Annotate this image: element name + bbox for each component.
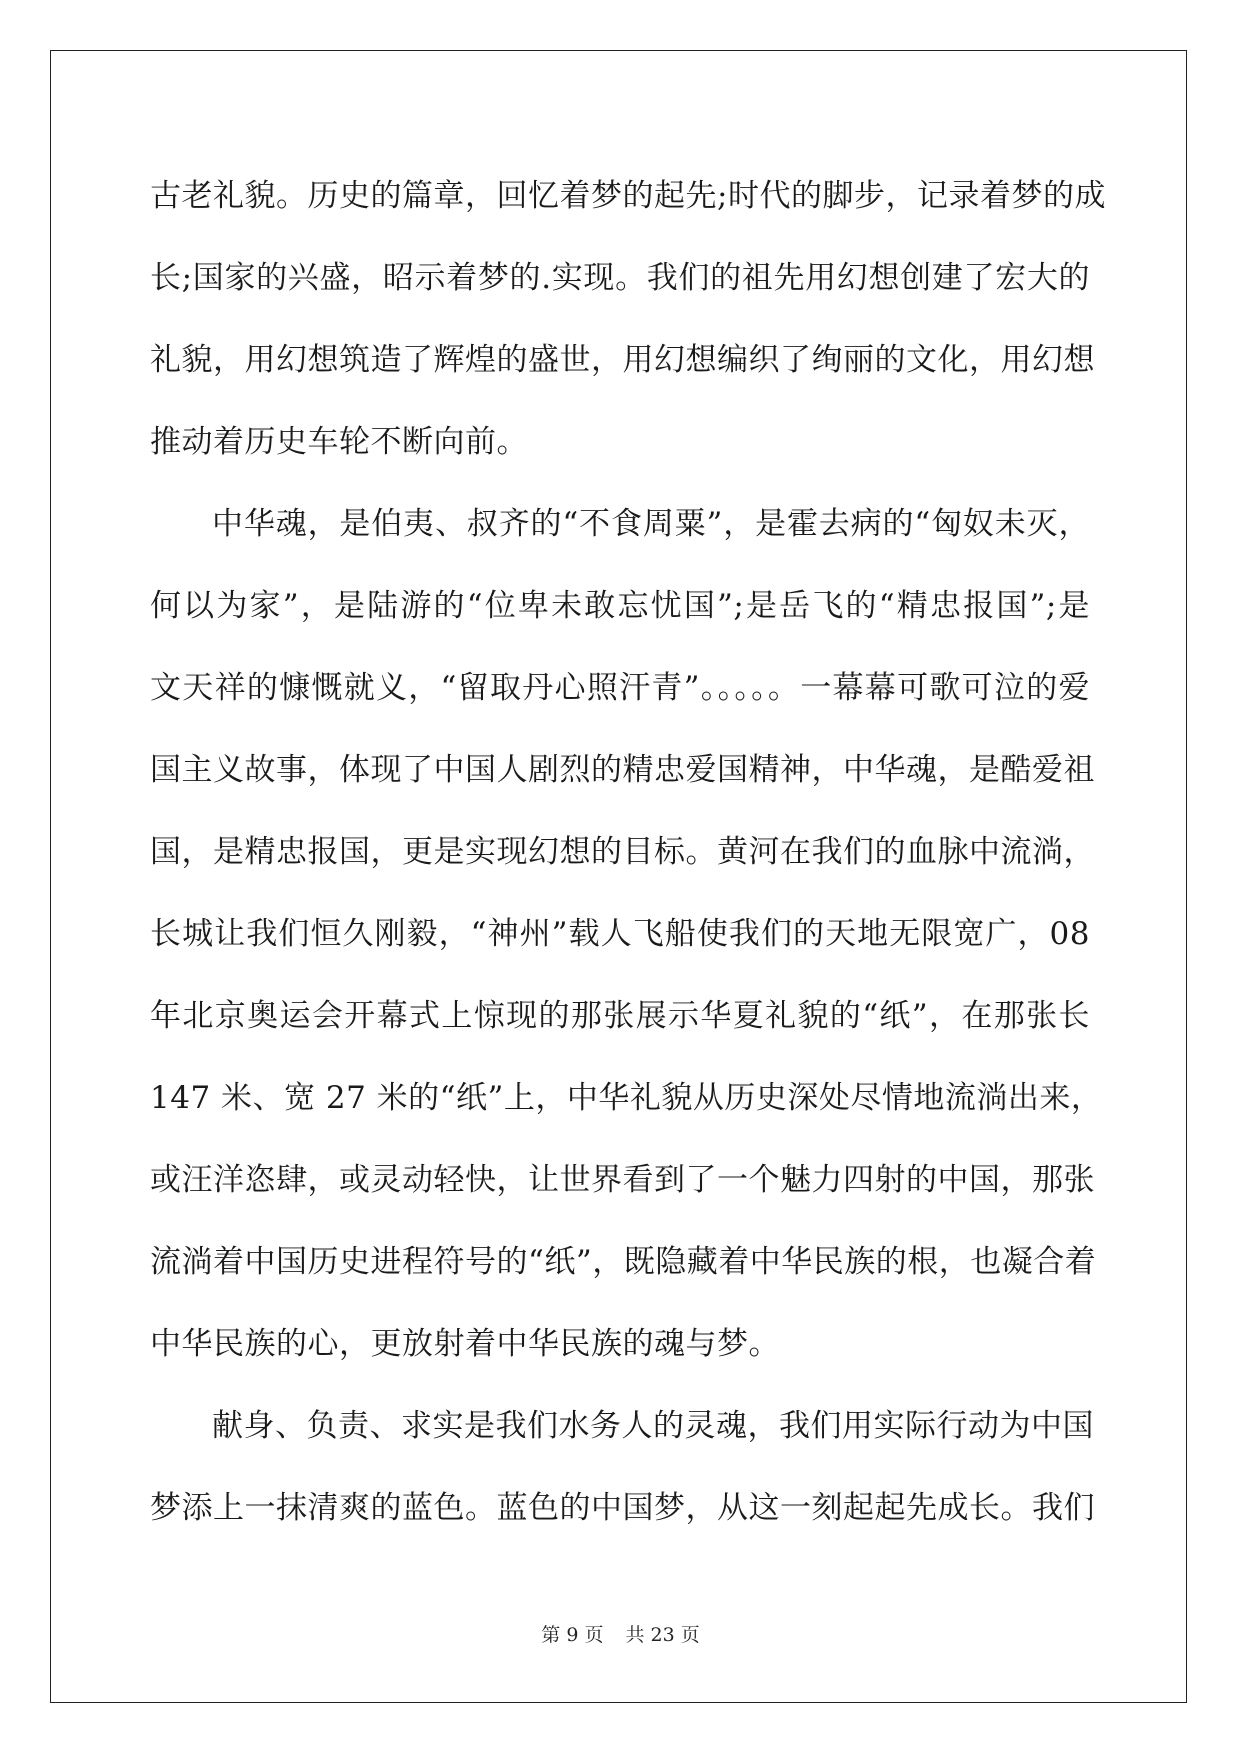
text-line: 推动着历史车轮不断向前。 bbox=[150, 424, 528, 460]
paragraph bbox=[150, 483, 1103, 1385]
text-line: 流淌着中国历史进程符号的“纸”，既隐藏着中华民族的根，也凝合着 bbox=[150, 1244, 1097, 1280]
text-line: 文天祥的慷慨就义，“留取丹心照汗青”。。。。。一幕幕可歌可泣的爱 bbox=[150, 670, 1090, 706]
text-line: 献身、负责、求实是我们水务人的灵魂，我们用实际行动为中国 bbox=[212, 1408, 1094, 1444]
page-total: 共 23 页 bbox=[625, 1624, 700, 1646]
text-line: 中华民族的心，更放射着中华民族的魂与梦。 bbox=[150, 1326, 780, 1362]
paragraph bbox=[150, 1385, 1095, 1549]
text-line: 国，是精忠报国，更是实现幻想的目标。黄河在我们的血脉中流淌， bbox=[150, 834, 1095, 870]
text-line: 长;国家的兴盛，昭示着梦的.实现。我们的祖先用幻想创建了宏大的 bbox=[150, 260, 1090, 296]
text-line: 古老礼貌。历史的篇章，回忆着梦的起先;时代的脚步，记录着梦的成 bbox=[150, 178, 1106, 214]
text-line: 梦添上一抹清爽的蓝色。蓝色的中国梦，从这一刻起起先成长。我们 bbox=[150, 1490, 1095, 1526]
text-line: 礼貌，用幻想筑造了辉煌的盛世，用幻想编织了绚丽的文化，用幻想 bbox=[150, 342, 1095, 378]
text-line: 何以为家”，是陆游的“位卑未敢忘忧国”;是岳飞的“精忠报国”;是 bbox=[150, 588, 1090, 624]
text-line: 或汪洋恣肆，或灵动轻快，让世界看到了一个魅力四射的中国，那张 bbox=[150, 1162, 1095, 1198]
text-line: 年北京奥运会开幕式上惊现的那张展示华夏礼貌的“纸”，在那张长 bbox=[150, 998, 1090, 1034]
text-line: 国主义故事，体现了中国人剧烈的精忠爱国精神，中华魂，是酷爱祖 bbox=[150, 752, 1095, 788]
page-number: 第 9 页 bbox=[541, 1624, 604, 1646]
page-footer bbox=[0, 1620, 1241, 1647]
document-body bbox=[150, 155, 1106, 1549]
text-line: 长城让我们恒久刚毅，“神州”载人飞船使我们的天地无限宽广，08 bbox=[150, 916, 1090, 952]
text-line: 中华魂，是伯夷、叔齐的“不食周粟”，是霍去病的“匈奴未灭， bbox=[212, 506, 1090, 542]
paragraph bbox=[150, 155, 1106, 483]
text-line: 147 米、宽 27 米的“纸”上，中华礼貌从历史深处尽情地流淌出来， bbox=[150, 1080, 1103, 1116]
